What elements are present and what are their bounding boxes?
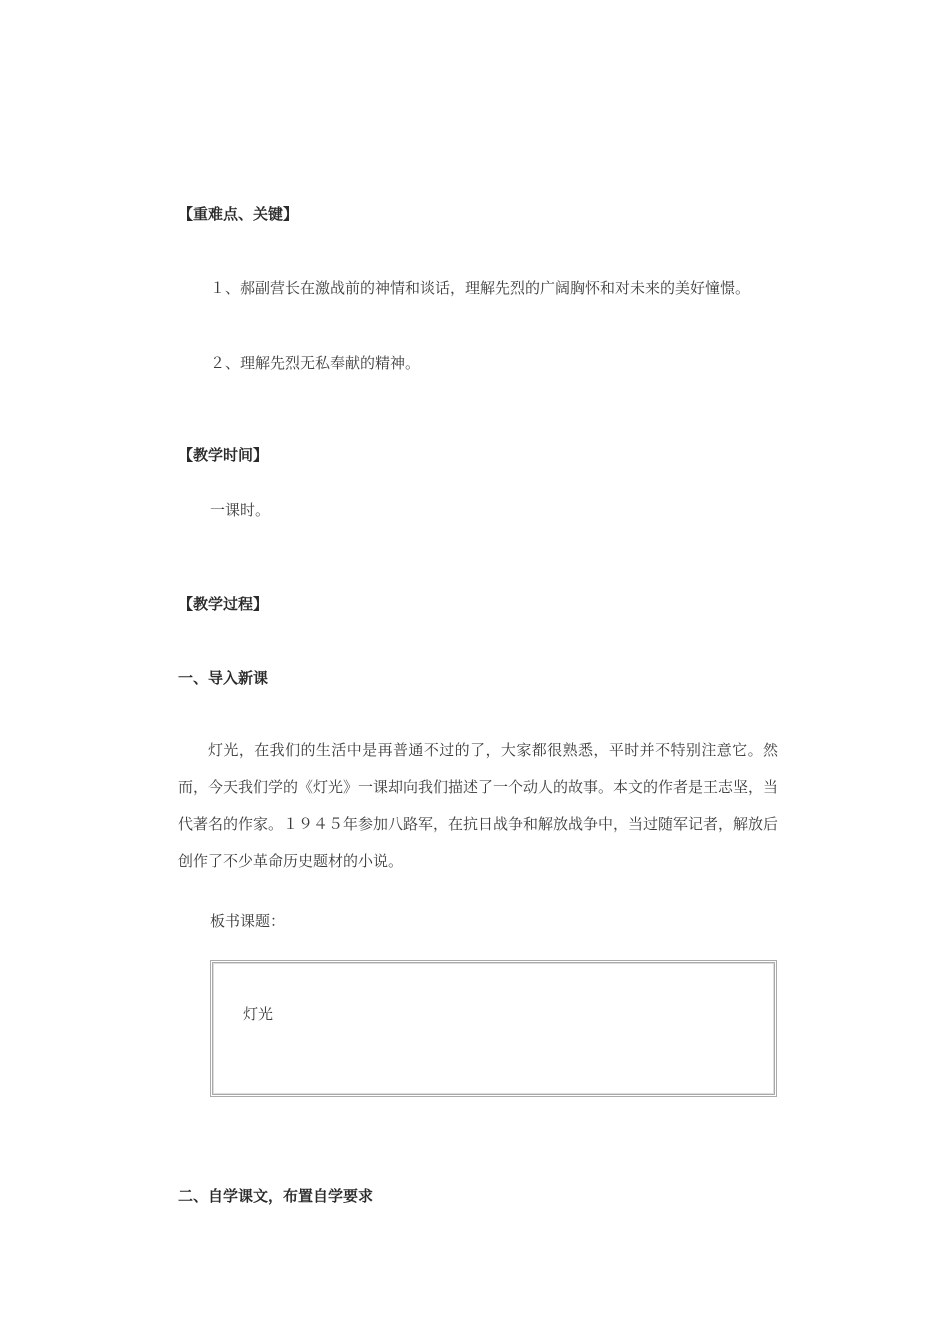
- key-points-heading: 【重难点、关键】: [178, 205, 299, 223]
- step1-heading: 一、导入新课: [178, 669, 269, 687]
- key-point-item-2: ２、理解先烈无私奉献的精神。: [210, 354, 421, 372]
- board-title: 灯光: [243, 1005, 274, 1023]
- board-box: [210, 960, 777, 1097]
- step2-heading: 二、自学课文，布置自学要求: [178, 1187, 374, 1205]
- teaching-time-heading: 【教学时间】: [178, 446, 269, 464]
- teaching-time-text: 一课时。: [210, 501, 271, 519]
- intro-paragraph: 灯光，在我们的生活中是再普通不过的了，大家都很熟悉，平时并不特别注意它。然而，今天我们学的《灯光》一课却向我们描述了一个动人的故事。本文的作者是王志坚，当代著名的作家。１９４５年参加八路军，在抗日战争和解放战争中，当过随军记者，解放后创作了不少革命历史题材的小说。: [178, 741, 779, 870]
- teaching-process-heading: 【教学过程】: [178, 595, 269, 613]
- key-point-item-1: １、郝副营长在激战前的神情和谈话，理解先烈的广阔胸怀和对未来的美好憧憬。: [210, 279, 751, 297]
- board-label: 板书课题：: [210, 912, 286, 930]
